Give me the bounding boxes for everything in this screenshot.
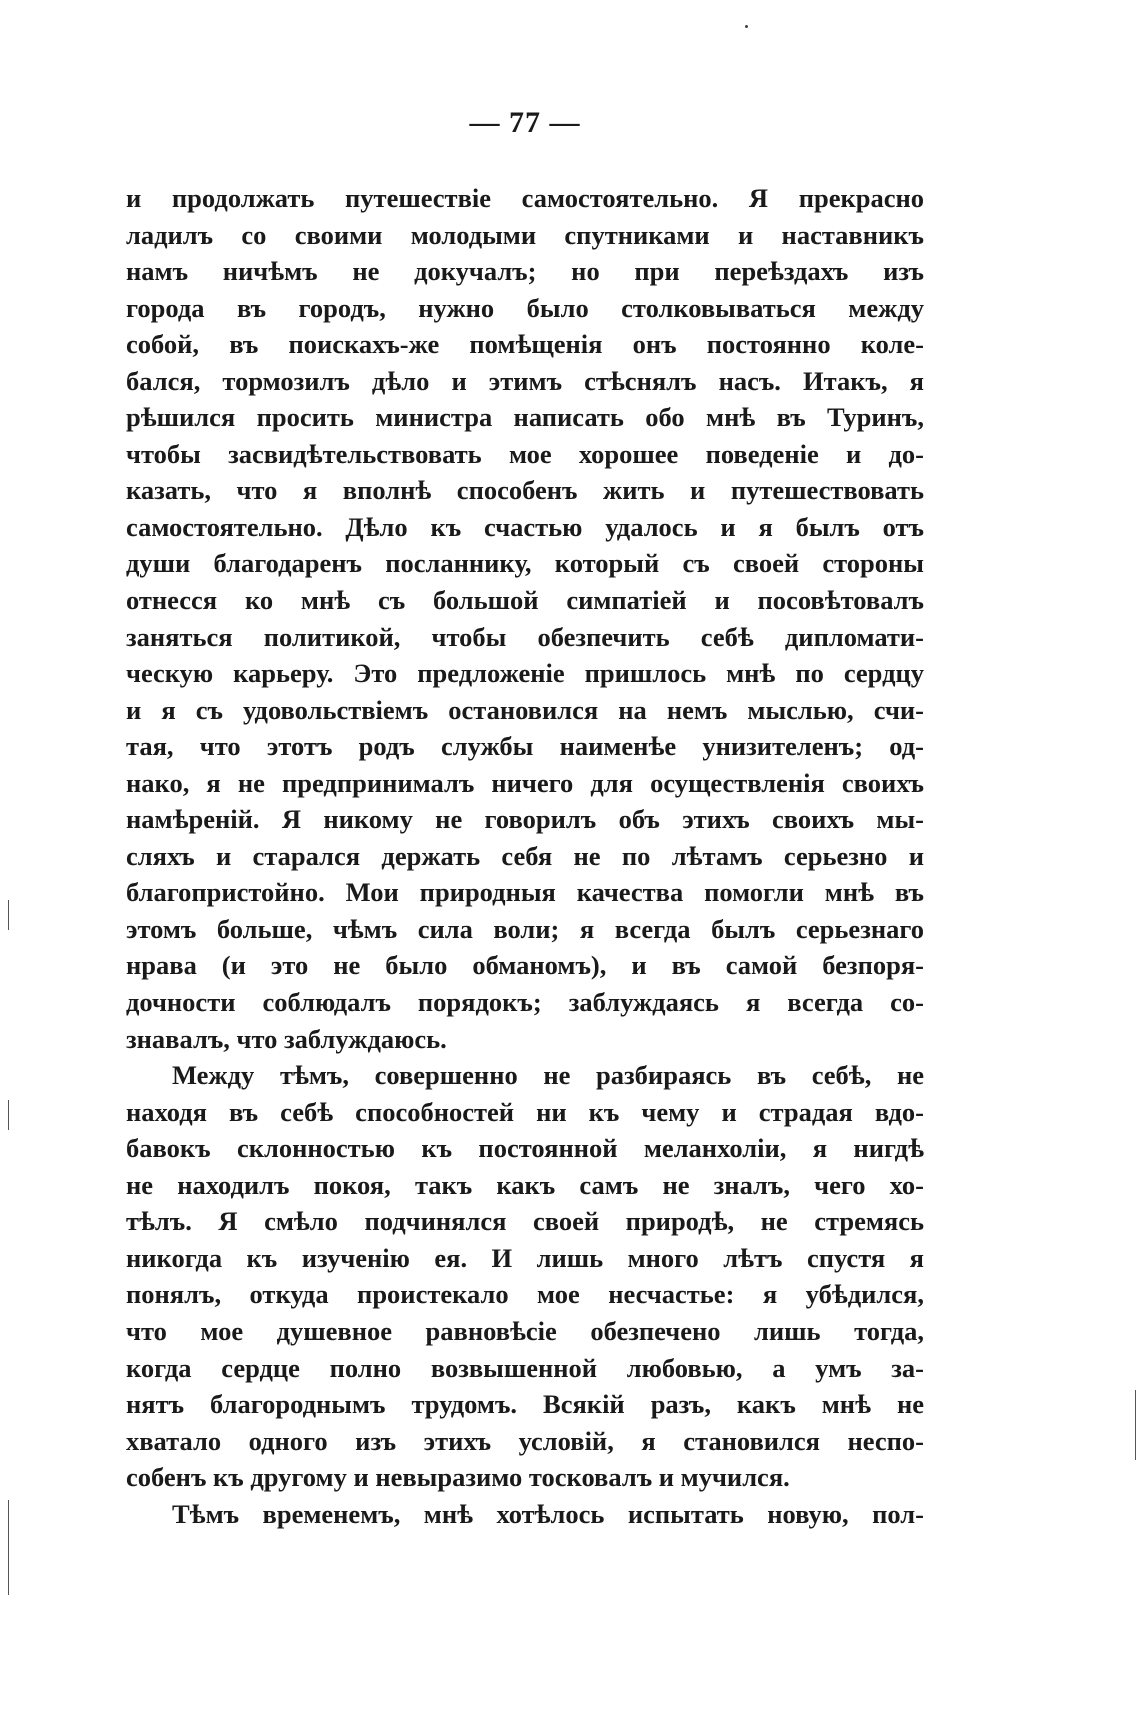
text-line: этомъ больше, чѣмъ сила воли; я всегда былъ серьезнаго (126, 913, 924, 944)
text-line: дочности соблюдалъ порядокъ; заблуждаясь я всегда со- (126, 987, 924, 1018)
text-line-paragraph-end: собенъ къ другому и невыразимо тосковалъ и мучился. (126, 1462, 790, 1493)
text-line: души благодаренъ посланнику, который съ своей стороны (126, 548, 924, 579)
text-line: что мое душевное равновѣсіе обезпечено лишь тогда, (126, 1315, 924, 1346)
text-line: ладилъ со своими молодыми спутниками и наставникъ (126, 219, 924, 250)
text-line: хватало одного изъ этихъ условій, я становился неспо- (126, 1425, 924, 1456)
text-line: бавокъ склонностью къ постоянной меланхоліи, я нигдѣ (126, 1133, 924, 1164)
text-line: когда сердце полно возвышенной любовью, а умъ за- (126, 1352, 924, 1383)
text-line: собой, въ поискахъ-же помѣщенія онъ постоянно коле- (126, 329, 924, 360)
text-line: города въ городъ, нужно было столковываться между (126, 292, 924, 323)
text-line: и я съ удовольствіемъ остановился на немъ мыслью, счи- (126, 694, 924, 725)
text-line: понялъ, откуда проистекало мое несчастье: я убѣдился, (126, 1279, 924, 1310)
text-line: никогда къ изученію ея. И лишь много лѣтъ спустя я (126, 1242, 924, 1273)
scan-edge-mark (8, 1100, 9, 1130)
text-line: рѣшился просить министра написать обо мнѣ въ Туринъ, (126, 402, 924, 433)
text-line-paragraph-end: знавалъ, что заблуждаюсь. (126, 1023, 447, 1054)
text-line: намѣреній. Я никому не говорилъ объ этихъ своихъ мы- (126, 804, 924, 835)
text-line: нако, я не предпринималъ ничего для осуществленія своихъ (126, 767, 924, 798)
body-text (126, 180, 924, 1532)
text-line: тѣлъ. Я смѣло подчинялся своей природѣ, не стремясь (126, 1206, 924, 1237)
text-line: благопристойно. Мои природныя качества помогли мнѣ въ (126, 877, 924, 908)
scan-edge-mark (1135, 1390, 1136, 1460)
text-line: нрава (и это не было обманомъ), и въ самой безпоря- (126, 950, 924, 981)
scan-edge-mark (8, 1500, 9, 1595)
text-line: бался, тормозилъ дѣло и этимъ стѣснялъ насъ. Итакъ, я (126, 365, 924, 396)
scan-edge-mark (8, 900, 9, 930)
text-line: не находилъ покоя, такъ какъ самъ не зналъ, чего хо- (126, 1169, 924, 1200)
text-line: отнесся ко мнѣ съ большой симпатіей и посовѣтовалъ (126, 585, 924, 616)
text-line: находя въ себѣ способностей ни къ чему и страдая вдо- (126, 1096, 924, 1127)
text-line: чтобы засвидѣтельствовать мое хорошее поведеніе и до- (126, 438, 924, 469)
text-line: ческую карьеру. Это предложеніе пришлось мнѣ по сердцу (126, 658, 924, 689)
text-line: самостоятельно. Дѣло къ счастью удалось и я былъ отъ (126, 511, 924, 542)
text-line-paragraph-start: Тѣмъ временемъ, мнѣ хотѣлось испытать новую, пол- (172, 1498, 924, 1529)
text-line: казать, что я вполнѣ способенъ жить и путешествовать (126, 475, 924, 506)
text-line: намъ ничѣмъ не докучалъ; но при переѣздахъ изъ (126, 256, 924, 287)
text-line: и продолжать путешествіе самостоятельно. Я прекрасно (126, 183, 924, 213)
text-line: заняться политикой, чтобы обезпечить себѣ дипломати- (126, 621, 924, 652)
text-line: нятъ благороднымъ трудомъ. Всякій разъ, какъ мнѣ не (126, 1389, 924, 1420)
scan-speck (745, 25, 748, 28)
text-line: сляхъ и старался держать себя не по лѣтамъ серьезно и (126, 840, 924, 871)
page-number: — 77 — (469, 106, 581, 139)
text-line-paragraph-start: Между тѣмъ, совершенно не разбираясь въ себѣ, не (172, 1060, 924, 1091)
text-line: тая, что этотъ родъ службы наименѣе унизителенъ; од- (126, 731, 924, 762)
